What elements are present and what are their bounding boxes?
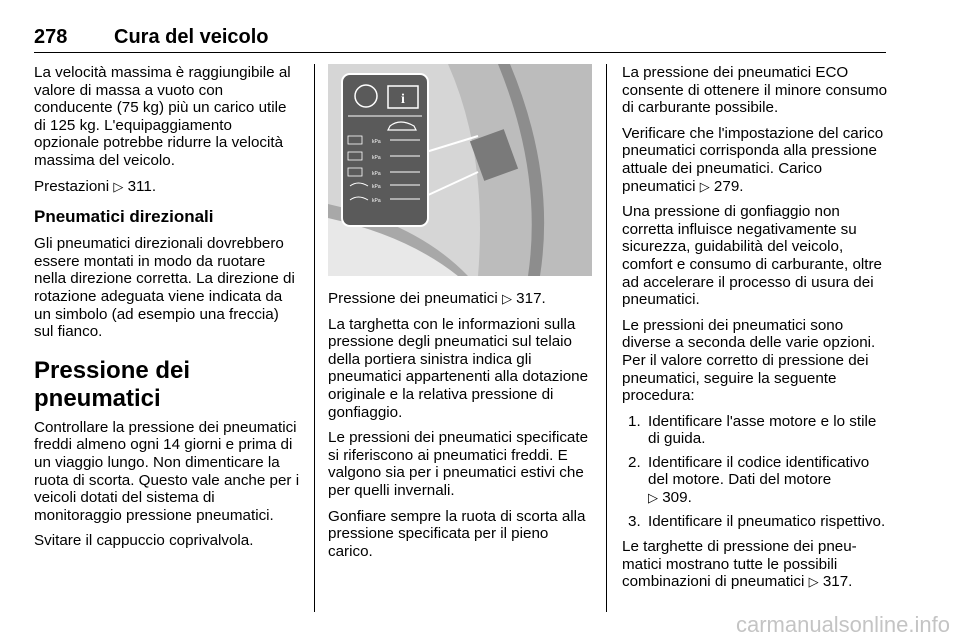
paragraph: [34, 178, 300, 196]
list-item: [622, 513, 888, 531]
paragraph: [622, 125, 888, 195]
paragraph: Una pressione di gonfiaggio non corretta influisce negativamente su sicurezza, guidabilità del veicolo, comfort e consumo di carburante, oltre ad accelerare il processo di usura dei pneumatici.: [622, 203, 882, 309]
paragraph-text: Pressione dei pneumatici: [328, 290, 498, 307]
step-text: Identificare il codice identificativo del motore. Dati del motore: [648, 453, 870, 489]
paragraph: Le pressioni dei pneumatici specificate si riferiscono ai pneumatici freddi. E valgono sia per i pneumatici estivi che per quelli invernali.: [328, 429, 589, 499]
paragraph: Svitare il cappuccio coprivalvola.: [34, 532, 254, 550]
page-title: Cura del veicolo: [114, 26, 269, 48]
page-reference[interactable]: 279.: [713, 177, 744, 195]
step-text: Identificare il pneumatico rispettivo.: [648, 512, 886, 530]
paragraph: Gonfiare sempre la ruota di scorta alla pressione specificata per il pieno carico.: [328, 507, 586, 560]
paragraph: Le pressioni dei pneumatici sono diverse a seconda delle varie opzioni. Per il valore corretto di pressione dei pneumatici, seguire la seguente procedura:: [622, 316, 876, 405]
step-text: Identificare l'asse motore e lo stile di guida.: [648, 412, 877, 448]
column-divider: [314, 64, 315, 612]
ref-arrow-icon: ▷: [699, 178, 710, 194]
paragraph: La pressione dei pneumatici ECO consente di ottenere il minore consumo di carburante possibile.: [622, 64, 888, 117]
page-header: [34, 26, 886, 53]
paragraph: Gli pneumatici direzionali dovrebbero essere montati in modo da ruotare nella direzione corretta. La direzione di rotazione adeguata viene indicata da un simbolo (ad esempio una freccia) sul fianco.: [34, 235, 295, 341]
paragraph-text: Prestazioni: [34, 177, 110, 195]
ref-arrow-icon: ▷: [501, 291, 512, 306]
page-reference[interactable]: 317.: [822, 573, 853, 591]
page-reference[interactable]: 311.: [127, 177, 157, 195]
paragraph: [622, 538, 888, 591]
watermark: carmanualsonline.info: [735, 612, 950, 637]
label-row-kpa: kPa: [372, 171, 381, 177]
step-number: 3.: [628, 512, 641, 530]
page-number: 278: [34, 26, 68, 48]
procedure-steps: [622, 413, 888, 531]
page-reference[interactable]: 309.: [662, 489, 692, 507]
door-frame-illustration: [328, 64, 592, 276]
svg-text:i: i: [401, 92, 405, 107]
column-right: [622, 64, 888, 599]
column-left: [34, 64, 300, 558]
label-row-kpa: kPa: [372, 198, 381, 204]
column-divider: [606, 64, 607, 612]
ref-arrow-icon: ▷: [648, 490, 658, 506]
heading-pressione-pneumatici: Pressione dei pneumatici: [34, 356, 191, 412]
step-number: 2.: [628, 453, 641, 471]
label-row-kpa: kPa: [372, 184, 381, 190]
paragraph: Controllare la pressione dei pneumatici freddi almeno ogni 14 giorni e prima di un viaggio lungo. Non dimenticare la ruota di scorta. Questo vale anche per i veicoli dotati del sistema di monitoraggio pressione pneumatici.: [34, 418, 300, 524]
label-row-kpa: kPa: [372, 139, 381, 145]
paragraph: La targhetta con le informazioni sulla pressione degli pneumatici sul telaio della portiera sinistra indica gli pneumatici appartenenti alla dotazione originale e la relativa pressione di gonfiaggio.: [328, 315, 589, 421]
list-item: [622, 413, 888, 448]
paragraph: [328, 290, 592, 308]
ref-arrow-icon: ▷: [808, 574, 819, 590]
paragraph-text: Verificare che l'impostazione del carico pneumatici corrisponda alla pressione attuale dei pneumatici. Carico pneumatici: [622, 124, 884, 195]
paragraph-text: Le targhette di pressione dei pneumatici mostrano tutte le possibili combinazioni di pneumatici: [622, 538, 857, 591]
step-number: 1.: [628, 412, 641, 430]
column-middle: [328, 64, 592, 568]
label-row-kpa: kPa: [372, 155, 381, 161]
paragraph: La velocità massima è raggiungibile al valore di massa a vuoto con conducente (75 kg) più un carico utile di 125 kg. L'equipaggiamento opzionale potrebbe ridurre la velocità massima del veicolo.: [34, 64, 291, 169]
tire-pressure-label-figure: [328, 64, 592, 276]
heading-pneumatici-direzionali: Pneumatici direzionali: [34, 207, 214, 227]
ref-arrow-icon: ▷: [113, 178, 124, 194]
page-reference[interactable]: 317.: [516, 290, 546, 307]
list-item: [622, 454, 888, 507]
